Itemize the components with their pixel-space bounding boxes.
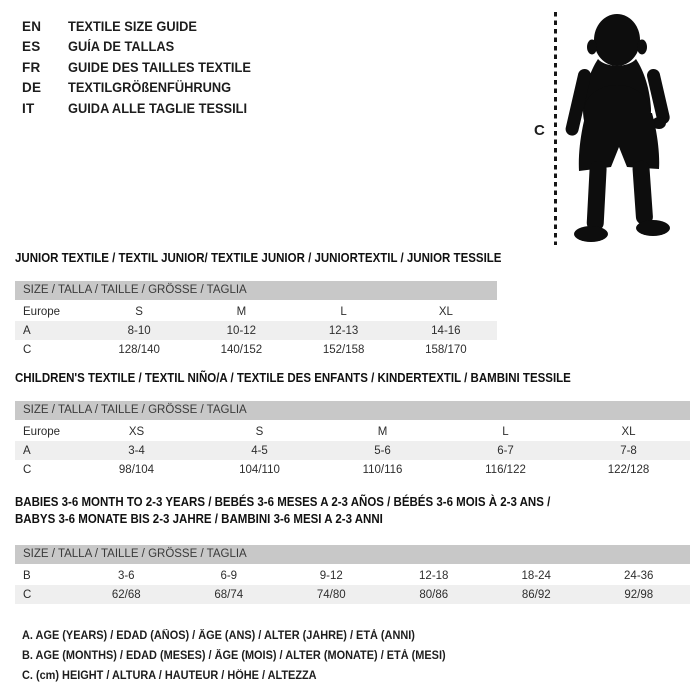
cell: 6-7 bbox=[497, 444, 514, 457]
cell: 24-36 bbox=[624, 569, 654, 582]
childrens-size-table bbox=[15, 422, 690, 479]
cell: 86/92 bbox=[521, 588, 551, 601]
row-label: A bbox=[23, 444, 31, 457]
cell: 9-12 bbox=[319, 569, 343, 582]
cell: 18-24 bbox=[521, 569, 551, 582]
cell: L bbox=[502, 425, 509, 438]
lang-code: DE bbox=[22, 80, 42, 96]
lang-row-es bbox=[22, 37, 261, 58]
cell: L bbox=[340, 305, 347, 318]
cell: 128/140 bbox=[118, 343, 160, 356]
cell: 8-10 bbox=[127, 324, 151, 337]
height-measure-dashed-line bbox=[554, 12, 557, 245]
lang-code: ES bbox=[22, 39, 41, 55]
table-row-age bbox=[15, 321, 497, 340]
table-row-age bbox=[15, 441, 690, 460]
cell: 104/110 bbox=[239, 463, 280, 476]
cell: 10-12 bbox=[226, 324, 257, 337]
row-label: Europe bbox=[23, 425, 61, 438]
cell: 6-9 bbox=[220, 569, 238, 582]
measurement-legend bbox=[22, 626, 468, 686]
lang-code: FR bbox=[22, 59, 41, 75]
babies-section-title-line2: BABYS 3-6 MONATE BIS 2-3 JAHRE / BAMBINI 3-6 MESI A 2-3 ANNI bbox=[15, 512, 383, 526]
table-row-height bbox=[15, 340, 497, 359]
junior-size-table bbox=[15, 302, 497, 359]
lang-title: GUIDE DES TAILLES TEXTILE bbox=[68, 59, 251, 75]
cell: 14-16 bbox=[431, 324, 461, 337]
table-row-europe bbox=[15, 302, 497, 321]
row-label: B bbox=[23, 569, 31, 582]
junior-section-title: JUNIOR TEXTILE / TEXTIL JUNIOR/ TEXTILE JUNIOR / JUNIORTEXTIL / JUNIOR TESSILE bbox=[15, 251, 502, 265]
lang-row-en bbox=[22, 16, 261, 37]
cell: 3-6 bbox=[117, 569, 135, 582]
cell: 140/152 bbox=[220, 343, 263, 356]
legend-age-months: B. AGE (MONTHS) / EDAD (MESES) / ÂGE (MOIS) / ALTER (MONATE) / ETÀ (MESI) bbox=[22, 650, 446, 662]
cell: XS bbox=[128, 425, 145, 438]
language-title-list bbox=[22, 16, 261, 119]
cell: 158/170 bbox=[425, 343, 467, 356]
row-label: C bbox=[23, 343, 32, 356]
babies-section-title-line1: BABIES 3-6 MONTH TO 2-3 YEARS / BEBÉS 3-6 MESES A 2-3 AÑOS / BÉBÉS 3-6 MOIS À 2-3 ANS / bbox=[15, 495, 551, 509]
lang-title: TEXTILE SIZE GUIDE bbox=[68, 18, 197, 34]
babies-size-table bbox=[15, 566, 690, 604]
cell: 3-4 bbox=[128, 444, 145, 457]
cell: 74/80 bbox=[316, 588, 346, 601]
table-row-age-months bbox=[15, 566, 690, 585]
legend-height-cm: C. (cm) HEIGHT / ALTURA / HAUTEUR / HÖHE / ALTEZZA bbox=[22, 670, 317, 682]
cell: S bbox=[135, 305, 143, 318]
lang-code: IT bbox=[22, 100, 35, 116]
size-header-bar: SIZE / TALLA / TAILLE / GRÖSSE / TAGLIA bbox=[15, 281, 497, 300]
lang-row-de bbox=[22, 78, 261, 99]
table-row-europe bbox=[15, 422, 690, 441]
cell: 62/68 bbox=[111, 588, 141, 601]
cell: XL bbox=[438, 305, 453, 318]
cell: 152/158 bbox=[322, 343, 365, 356]
junior-textile-section bbox=[15, 251, 502, 359]
lang-code: EN bbox=[22, 18, 42, 34]
row-label: A bbox=[23, 324, 31, 337]
cell: 4-5 bbox=[251, 444, 268, 457]
row-label: C bbox=[23, 588, 32, 601]
legend-age-years: A. AGE (YEARS) / EDAD (AÑOS) / ÂGE (ANS) / ALTER (JAHRE) / ETÀ (ANNI) bbox=[22, 630, 415, 642]
cell: 5-6 bbox=[374, 444, 391, 457]
table-row-height bbox=[15, 585, 690, 604]
cell: 7-8 bbox=[620, 444, 637, 457]
babies-textile-section bbox=[15, 494, 690, 604]
table-row-height bbox=[15, 460, 690, 479]
lang-title: GUIDA ALLE TAGLIE TESSILI bbox=[68, 100, 248, 116]
childrens-section-title: CHILDREN'S TEXTILE / TEXTIL NIÑO/A / TEXTILE DES ENFANTS / KINDERTEXTIL / BAMBINI TESSILE bbox=[15, 371, 571, 385]
size-header-bar: SIZE / TALLA / TAILLE / GRÖSSE / TAGLIA bbox=[15, 545, 690, 564]
cell: 122/128 bbox=[607, 463, 650, 476]
cell: 98/104 bbox=[118, 463, 155, 476]
childrens-textile-section bbox=[15, 371, 690, 479]
lang-row-it bbox=[22, 98, 261, 119]
cell: 12-18 bbox=[419, 569, 449, 582]
cell: 110/116 bbox=[362, 463, 403, 476]
row-label: Europe bbox=[23, 305, 61, 318]
cell: 92/98 bbox=[624, 588, 654, 601]
size-header-bar: SIZE / TALLA / TAILLE / GRÖSSE / TAGLIA bbox=[15, 401, 690, 420]
cell: 12-13 bbox=[328, 324, 359, 337]
cell: 116/122 bbox=[485, 463, 526, 476]
cell: M bbox=[377, 425, 388, 438]
row-label: C bbox=[23, 463, 32, 476]
lang-title: GUÍA DE TALLAS bbox=[68, 39, 175, 55]
lang-title: TEXTILGRÖßENFÜHRUNG bbox=[68, 80, 232, 96]
lang-row-fr bbox=[22, 57, 261, 78]
child-silhouette-icon bbox=[565, 13, 673, 245]
cell: 68/74 bbox=[214, 588, 244, 601]
cell: M bbox=[236, 305, 247, 318]
measure-label-c: C bbox=[534, 122, 545, 139]
cell: XL bbox=[621, 425, 636, 438]
cell: S bbox=[255, 425, 264, 438]
cell: 80/86 bbox=[419, 588, 449, 601]
